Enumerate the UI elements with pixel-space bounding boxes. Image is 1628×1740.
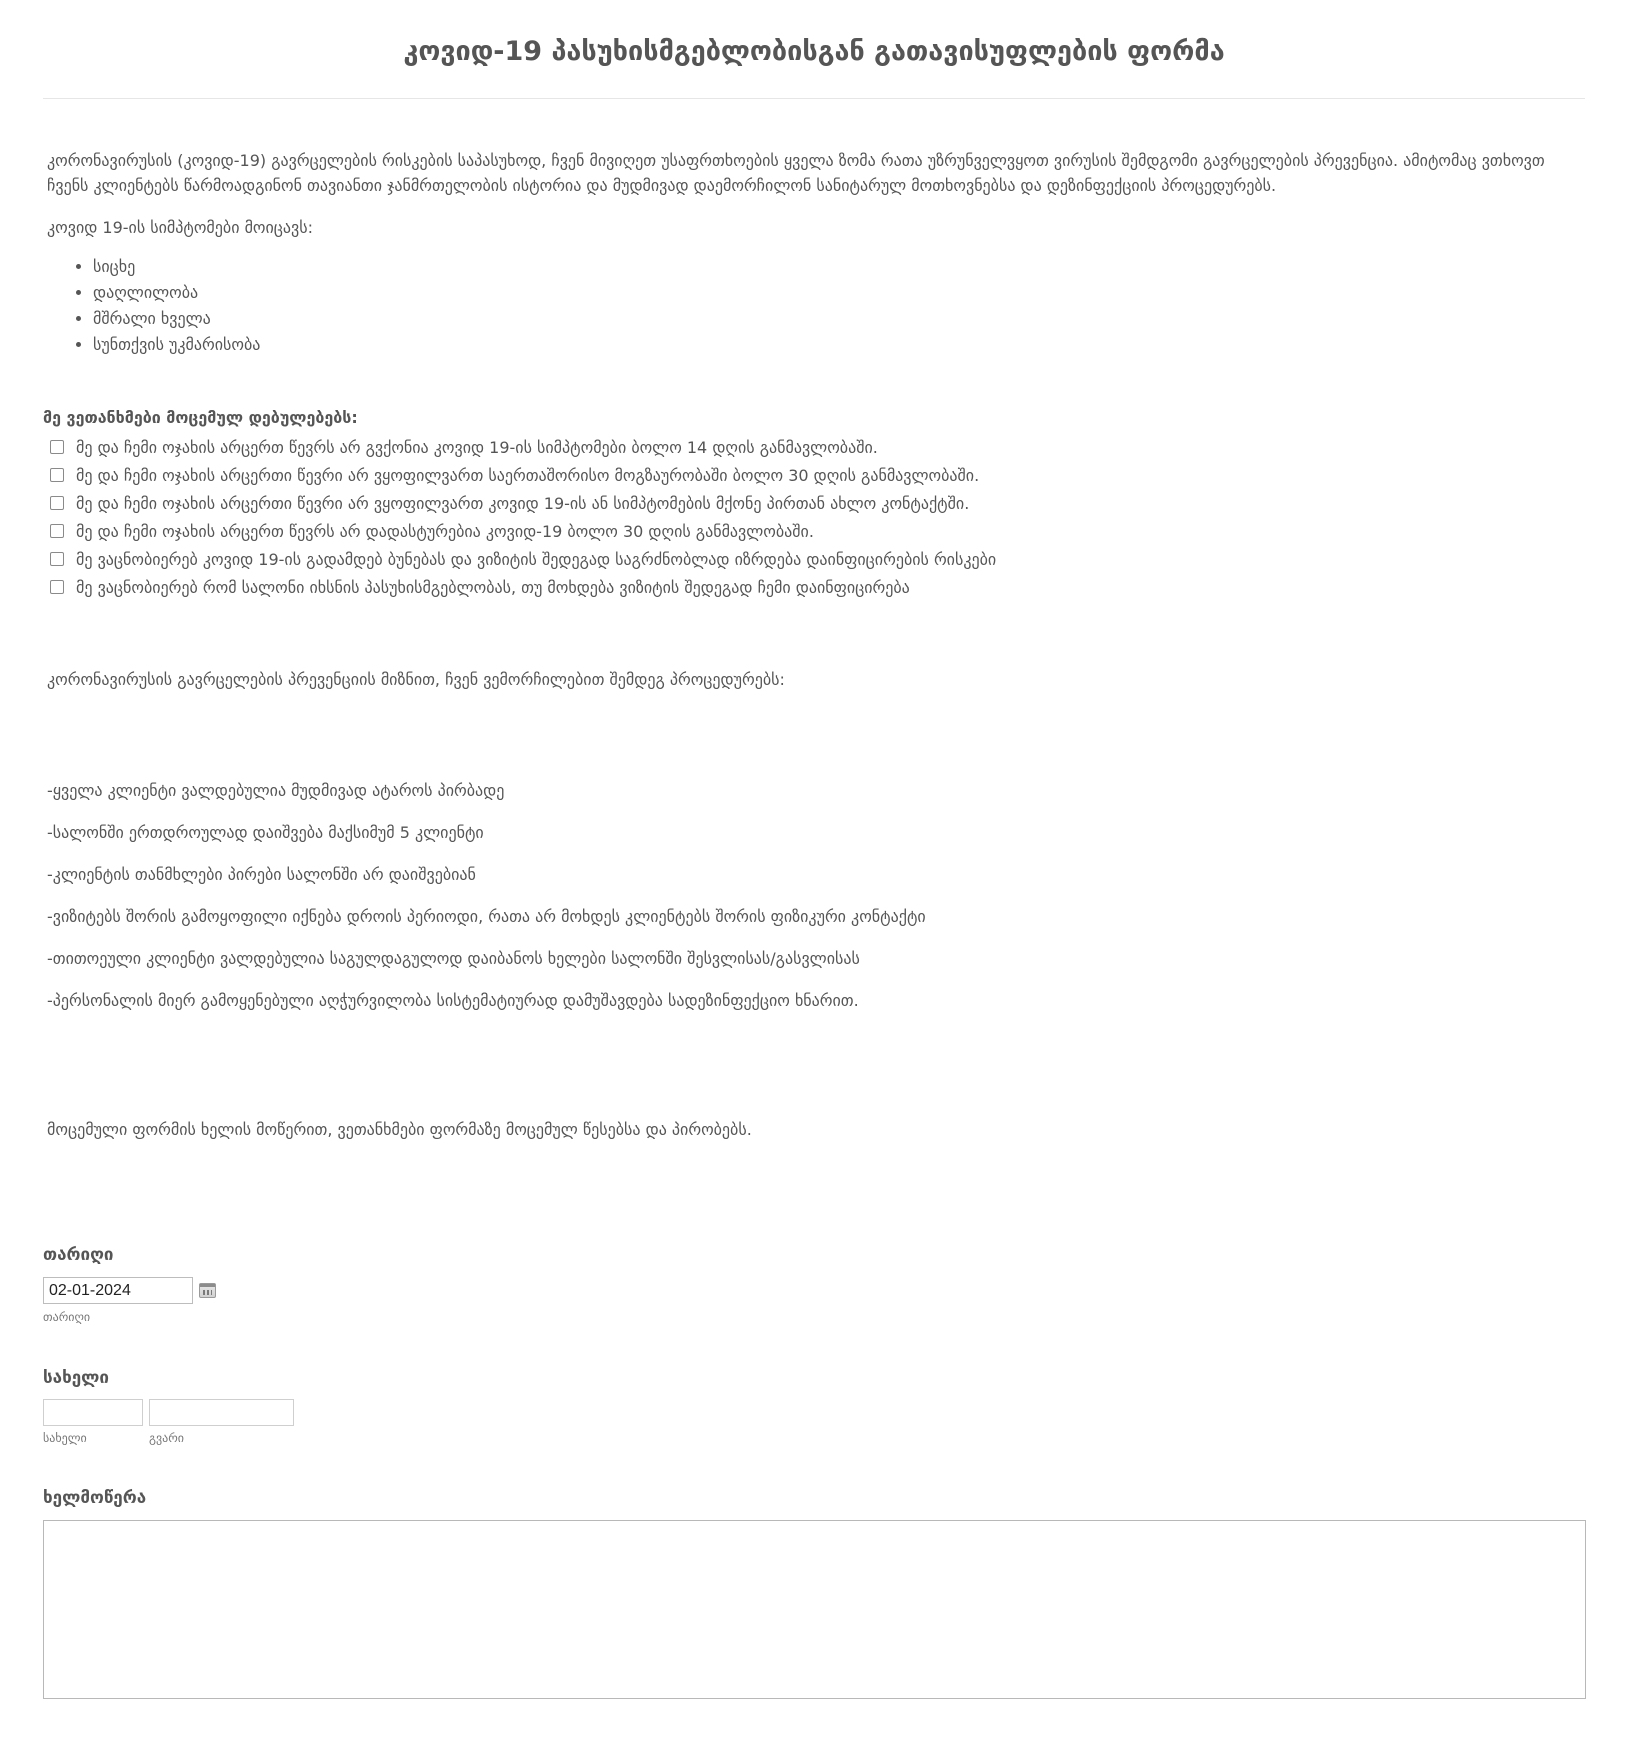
list-item: • სუნთქვის უკმარისობა <box>93 332 1587 358</box>
date-input[interactable] <box>43 1277 193 1304</box>
agreement-option-5[interactable] <box>43 545 1583 573</box>
list-item: • მშრალი ხველა <box>93 306 1587 332</box>
checkbox[interactable] <box>50 440 64 454</box>
procedure-item: -ყველა კლიენტი ვალდებულია მუდმივად ატაროს პირბადე <box>47 781 505 800</box>
checkbox-label[interactable]: მე ვაცნობიერებ კოვიდ 19-ის გადამდებ ბუნებას და ვიზიტის შედეგად საგრძნობლად იზრდება დაინფიცირების რისკები <box>76 549 997 569</box>
procedure-item: -ვიზიტებს შორის გამოყოფილი იქნება დროის პერიოდი, რათა არ მოხდეს კლიენტებს შორის ფიზიკური კონტაქტი <box>47 907 926 926</box>
procedure-item: -სალონში ერთდროულად დაიშვება მაქსიმუმ 5 კლიენტი <box>47 823 484 842</box>
procedure-item: -პერსონალის მიერ გამოყენებული აღჭურვილობა სისტემატიურად დამუშავდება სადეზინფექციო ხნარით. <box>47 991 859 1010</box>
agreement-option-4[interactable] <box>43 517 1583 545</box>
last-name-input[interactable] <box>149 1399 294 1426</box>
agreement-option-1[interactable] <box>43 433 1583 461</box>
checkbox[interactable] <box>50 580 64 594</box>
page-title: კოვიდ-19 პასუხისმგებლობისგან გათავისუფლების ფორმა <box>403 36 1225 67</box>
first-name-input[interactable] <box>43 1399 143 1426</box>
first-name-sublabel: სახელი <box>43 1431 87 1445</box>
signature-pad[interactable] <box>43 1520 1586 1699</box>
agreement-option-2[interactable] <box>43 461 1583 489</box>
checkbox[interactable] <box>50 496 64 510</box>
date-label: თარიღი <box>43 1245 114 1265</box>
agreement-label: მე ვეთანხმები მოცემულ დებულებებს: <box>43 408 358 427</box>
name-label: სახელი <box>43 1368 110 1388</box>
intro-paragraph: კორონავირუსის (კოვიდ-19) გავრცელების რისკების საპასუხოდ, ჩვენ მივიღეთ უსაფრთხოების ყველა ზომა რათა უზრუნველვყოთ ვირუსის შემდგომი გავრცელების პრევენცია. ამიტომაც ვთხოვთ ჩვენს კლიენტებს წარმოადგინონ თავიანთი ჯანმრთელობის ისტორია და მუდმივად დაემორჩილონ სანიტარულ მოთხოვნებსა და დეზინფექციის პროცედურებს. <box>47 151 1545 195</box>
checkbox[interactable] <box>50 524 64 538</box>
checkbox[interactable] <box>50 552 64 566</box>
agreement-option-3[interactable] <box>43 489 1583 517</box>
title-divider <box>43 98 1585 99</box>
checkbox-label[interactable]: მე და ჩემი ოჯახის არცერთი წევრი არ ვყოფილვართ კოვიდ 19-ის ან სიმპტომების მქონე პირთან ახლო კონტაქტში. <box>76 493 970 513</box>
agreement-option-6[interactable] <box>43 573 1583 601</box>
checkbox[interactable] <box>50 468 64 482</box>
symptoms-list <box>47 254 1587 358</box>
list-item: • სიცხე <box>93 254 1587 280</box>
list-item: • დაღლილობა <box>93 280 1587 306</box>
signature-label: ხელმოწერა <box>43 1488 147 1508</box>
procedure-item: -თითოეული კლიენტი ვალდებულია საგულდაგულოდ დაიბანოს ხელები სალონში შესვლისას/გასვლისას <box>47 949 860 968</box>
last-name-sublabel: გვარი <box>149 1431 184 1445</box>
symptoms-title: კოვიდ 19-ის სიმპტომები მოიცავს: <box>47 218 313 237</box>
procedures-intro: კორონავირუსის გავრცელების პრევენციის მიზნით, ჩვენ ვემორჩილებით შემდეგ პროცედურებს: <box>47 670 785 689</box>
checkbox-label[interactable]: მე ვაცნობიერებ რომ სალონი იხსნის პასუხისმგებლობას, თუ მოხდება ვიზიტის შედეგად ჩემი დაინფიცირება <box>76 577 910 597</box>
checkbox-label[interactable]: მე და ჩემი ოჯახის არცერთი წევრი არ ვყოფილვართ საერთაშორისო მოგზაურობაში ბოლო 30 დღის განმავლობაში. <box>76 465 980 485</box>
intro-section <box>47 148 1587 358</box>
agreement-section <box>43 406 1583 601</box>
date-sublabel: თარიღი <box>43 1310 91 1324</box>
procedure-item: -კლიენტის თანმხლები პირები სალონში არ დაიშვებიან <box>47 865 476 884</box>
checkbox-label[interactable]: მე და ჩემი ოჯახის არცერთ წევრს არ დადასტურებია კოვიდ-19 ბოლო 30 დღის განმავლობაში. <box>76 521 814 541</box>
checkbox-label[interactable]: მე და ჩემი ოჯახის არცერთ წევრს არ გვქონია კოვიდ 19-ის სიმპტომები ბოლო 14 დღის განმავლობაში. <box>76 437 878 457</box>
consent-text: მოცემული ფორმის ხელის მოწერით, ვეთანხმები ფორმაზე მოცემულ წესებსა და პირობებს. <box>47 1120 752 1139</box>
calendar-icon[interactable] <box>199 1283 216 1298</box>
